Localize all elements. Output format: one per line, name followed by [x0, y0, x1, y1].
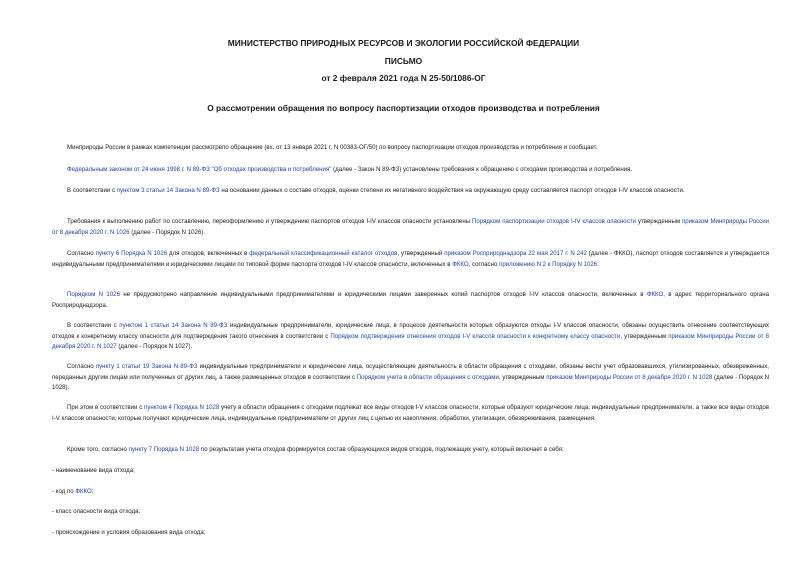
paragraph-text: не предусмотрено направление индивидуальными предпринимателями и юридическими лицами заверенных копий паспортов отходов I-IV классов опасности, включенных в — [119, 291, 647, 298]
paragraph-text: учету в области обращения с отходами подлежат все виды отходов I-V классов опасности, которые образуют юридические лица, индивидуальные предприниматели, а также все виды отходов I-V классов опасности, которые получают юридические лица, индивидуальные предприниматели от других лиц с целью их накопления, обработки, утилизации, обезвреживания, размещения. — [52, 404, 770, 422]
paragraph-1 — [52, 143, 769, 154]
paragraph-text: на основании данных о составе отходов, оценки степени их негативного воздействия на окружающую среду составляется паспорт отходов I-IV классов опасности. — [219, 187, 685, 194]
paragraph-text: , утвержденным — [498, 373, 547, 381]
link-procedure-1028-point-4[interactable]: пунктом 4 Порядка N 1028 — [144, 404, 220, 411]
paragraph-text: для отходов, включенных в — [167, 250, 250, 257]
ministry-heading: МИНИСТЕРСТВО ПРИРОДНЫХ РЕСУРСОВ И ЭКОЛОГИИ РОССИЙСКОЙ ФЕДЕРАЦИИ — [227, 38, 580, 48]
document-type-heading: ПИСЬМО — [384, 56, 423, 66]
paragraph-text: Согласно — [67, 363, 96, 370]
document-subject: О рассмотрении обращения по вопросу паспортизации отходов производства и потребления — [207, 103, 600, 113]
paragraph-10 — [52, 445, 769, 456]
link-order-1028[interactable]: приказом Минприроды России от 8 декабря 2020 г. N 1028 — [546, 373, 713, 381]
paragraph-8 — [52, 362, 769, 394]
paragraph-6 — [52, 290, 769, 311]
paragraph-text: (далее - Закон N 89-ФЗ) установлены требования к обращению с отходами производства и потребления. — [331, 166, 633, 173]
link-passport-procedure[interactable]: Порядком паспортизации отходов I-IV классов опасности — [472, 218, 636, 225]
link-fkko[interactable]: ФККО — [75, 488, 92, 495]
list-item-origin: - происхождение и условия образования вида отхода; — [52, 529, 206, 536]
paragraph-2 — [52, 165, 769, 176]
list-item-text: - код по — [52, 488, 76, 495]
paragraph-text: Требования к выполнению работ по составлению, переоформлению и утверждению паспортов отходов I-IV классов опасности установлены — [67, 218, 473, 225]
paragraph-text: , в адрес территориального органа Росприроднадзора. — [52, 291, 769, 309]
link-accounting-procedure[interactable]: Порядком учета в области обращения с отходами — [356, 373, 499, 381]
paragraph-text: индивидуальные предприниматели и юридические лица, осуществляющие деятельность в области обращения с отходами, обязаны вести учет образовавшихся, утилизированных, обезвреженных, переданных другим лицам или полученных от других лиц, а также размещенных отходов в соответствии с — [52, 363, 769, 381]
paragraph-text: (далее - Порядок N 1026). — [129, 228, 206, 236]
link-fkko[interactable]: ФККО — [452, 260, 469, 268]
paragraph-text: При этом в соответствии с — [67, 404, 145, 411]
paragraph-7 — [52, 321, 769, 353]
paragraph-text: индивидуальные предприниматели, юридические лица, в процессе деятельности которых образуются отходы I-V классов опасности, обязаны осуществить отнесение соответствующих отходов к конкретному классу опасности для подтверждения такого отнесения в соответствии с — [52, 322, 769, 340]
list-item-hazard-class: - класс опасности вида отхода; — [52, 508, 141, 515]
paragraph-text: В соответствии с — [67, 322, 120, 329]
list-item-fkko-code — [52, 487, 93, 498]
link-fkko[interactable]: ФККО — [646, 291, 664, 298]
link-order-1026[interactable]: приказом Минприроды России от 8 декабря 2020 г. N 1026 — [52, 218, 769, 236]
link-law-article-19-point-1[interactable]: пункту 1 статьи 19 Закона N 89-ФЗ — [95, 363, 198, 370]
link-federal-law-89[interactable]: Федеральным законом от 24 июня 1998 г. N 89-ФЗ "Об отходах производства и потребления" — [67, 166, 332, 173]
link-hazard-class-procedure[interactable]: Порядком подтверждения отнесения отходов I-V классов опасности к конкретному классу опасности — [330, 332, 621, 340]
paragraph-text: (далее - Порядок N 1028). — [52, 373, 769, 391]
link-law-article-14-point-3[interactable]: пунктом 3 статьи 14 Закона N 89-ФЗ — [116, 187, 220, 194]
link-appendix-2[interactable]: приложению N 2 к Порядку N 1026 — [499, 260, 598, 268]
paragraph-text: по результатам учета отходов формируется состав образующихся видов отходов, подлежащих учету, который включает в себя: — [199, 446, 564, 453]
paragraph-text: Согласно — [67, 250, 96, 257]
paragraph-text: Кроме того, согласно — [67, 446, 129, 453]
link-procedure-1026[interactable]: Порядком N 1026 — [67, 291, 120, 298]
paragraph-9 — [52, 403, 769, 424]
link-procedure-1028-point-7[interactable]: пункту 7 Порядка N 1028 — [128, 446, 200, 453]
list-item-waste-name: - наименование вида отхода; — [52, 467, 135, 474]
paragraph-4 — [52, 217, 769, 238]
link-procedure-1026-point-6[interactable]: пункту 6 Порядка N 1026 — [95, 250, 168, 257]
paragraph-text: , утвержденным — [620, 332, 669, 340]
paragraph-3 — [52, 186, 769, 197]
paragraph-text: , утвержденный — [397, 250, 445, 257]
link-order-1027[interactable]: приказом Минприроды России от 8 декабря 2020 г. N 1027 — [52, 332, 769, 350]
paragraph-text: утвержденным — [635, 218, 682, 225]
paragraph-5 — [52, 249, 769, 270]
link-fkko-catalog[interactable]: федеральный классификационный каталог отходов — [249, 250, 398, 257]
paragraph-text: (далее - Порядок N 1027). — [116, 343, 193, 350]
list-item-text: ; — [91, 488, 94, 495]
link-law-article-14-point-1[interactable]: пунктом 1 статьи 14 Закона N 89-ФЗ — [119, 322, 228, 329]
paragraph-text: , согласно — [468, 260, 500, 268]
paragraph-text: В соответствии с — [67, 187, 117, 194]
paragraph-text: . — [597, 260, 599, 268]
link-order-242[interactable]: приказом Росприроднадзора 22 мая 2017 г. N 242 — [444, 250, 587, 257]
paragraph-text: (далее - ФККО), паспорт отходов составляется и утверждается индивидуальными предпринимателями и юридическими лицами по типовой форме паспорта отходов I-IV классов опасности, включенных в — [52, 250, 770, 268]
paragraph-text: Минприроды России в рамках компетенции рассмотрело обращение (вх. от 13 января 2021 г. N 00383-ОГ/50) по вопросу паспортизации отходов производства и потребления и сообщает. — [67, 144, 598, 151]
document-date-number: от 2 февраля 2021 года N 25-50/1086-ОГ — [321, 73, 486, 83]
